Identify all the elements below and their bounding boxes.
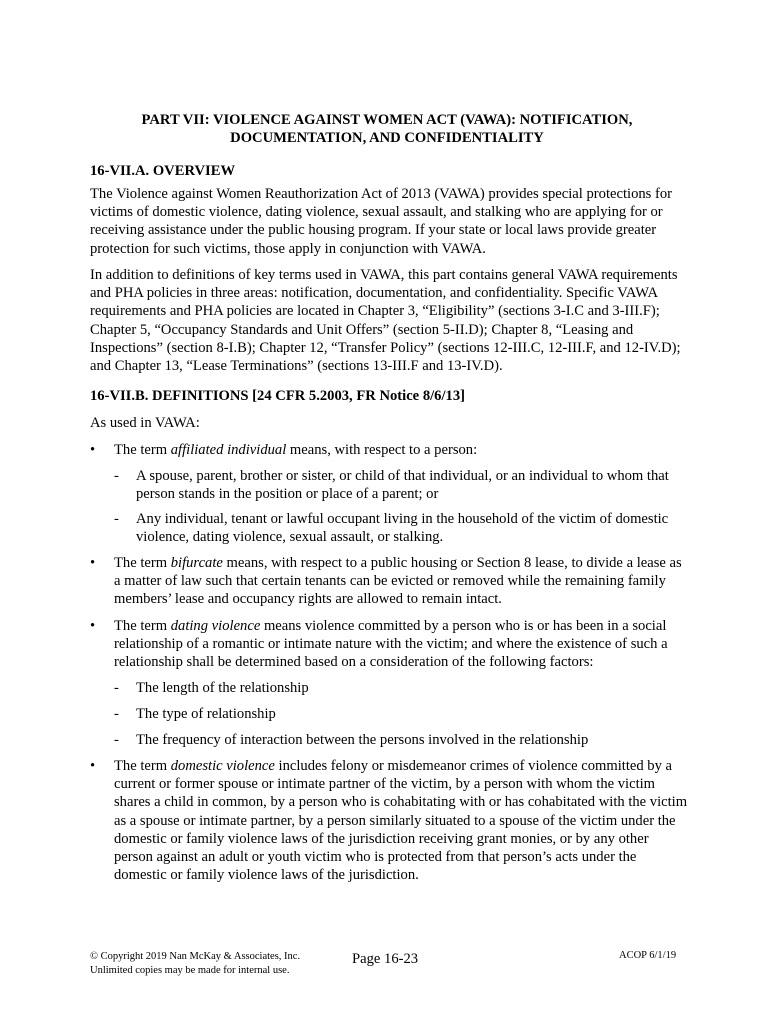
defined-term: domestic violence [170, 758, 275, 774]
defined-term: bifurcate [170, 555, 223, 571]
copies-text: Unlimited copies may be made for internal use. [90, 965, 290, 976]
definition-text: The term domestic violence includes felony or misdemeanor crimes of violence committed by a current or former spouse or intimate partner of the victim, by a person with whom the victim shares a child in common, by a person who is cohabitating with or has cohabitated with the victim as a spouse or intimate partner, by a person similarly situated to a spouse of the victim under the domestic or family violence laws of the jurisdiction receiving grant monies, or by any other person against an adult or youth victim who is protected from that person’s acts under the domestic or family violence laws of the jurisdiction. [114, 758, 688, 884]
dash-icon: - [114, 732, 119, 748]
definition-text: The term affiliated individual means, with respect to a person: [114, 442, 478, 458]
page-number: Page 16-23 [352, 951, 419, 967]
definitions-heading: 16-VII.B. DEFINITIONS [24 CFR 5.2003, FR Notice 8/6/13] [90, 388, 465, 404]
dash-icon: - [114, 706, 119, 722]
bullet-icon: • [90, 555, 96, 571]
footer-copyright [90, 950, 300, 978]
dash-icon: - [114, 680, 119, 696]
overview-paragraph-1: The Violence against Women Reauthorization Act of 2013 (VAWA) provides special protections for victims of domestic violence, dating violence, sexual assault, and stalking who are applying for or receiving assistance under the public housing program. If your state or local laws provide greater protection for such victims, those apply in conjunction with VAWA. [90, 186, 673, 257]
bullet-icon: • [90, 618, 96, 634]
definition-text: The term dating violence means violence committed by a person who is or has been in a social relationship of a romantic or intimate nature with the victim; and where the existence of such a relationship shall be determined based on a consideration of the following factors: [114, 618, 668, 671]
defined-term: dating violence [170, 618, 261, 634]
copyright-text: © Copyright 2019 Nan McKay & Associates, Inc. [90, 951, 301, 962]
bullet-icon: • [90, 442, 96, 458]
dash-icon: - [114, 468, 119, 484]
overview-paragraph-2: In addition to definitions of key terms used in VAWA, this part contains general VAWA requirements and PHA policies in three areas: notification, documentation, and confidentiality. Specific VAWA requirements and PHA policies are located in Chapter 3, “Eligibility” (sections 3-I.C and 3-III.F); Chapter 5, “Occupancy Standards and Unit Offers” (section 5-II.D); Chapter 8, “Leasing and Inspections” (section 8-I.B); Chapter 12, “Transfer Policy” (sections 12-III.C, 12-III.F, and 12-IV.D); and Chapter 13, “Lease Terminations” (sections 13-III.F and 13-IV.D). [90, 267, 681, 375]
overview-heading: 16-VII.A. OVERVIEW [90, 163, 236, 179]
definition-text: The term bifurcate means, with respect to a public housing or Section 8 lease, to divide a lease as a matter of law such that certain tenants can be evicted or removed while the remaining family members’ lease and occupancy rights are allowed to remain intact. [114, 555, 682, 608]
defined-term: affiliated individual [170, 442, 287, 458]
document-page: PART VII: VIOLENCE AGAINST WOMEN ACT (VAWA): NOTIFICATION, DOCUMENTATION, AND CONFIDENTIALITY 16-VII.A. OVERVIEW The Violence against Women Reauthorization Act of 2013 (VAWA) provides special protections for victims of domestic violence, dating violence, sexual assault, and stalking who are applying for or receiving assistance under the public housing program. If your state or local laws provide greater protection for such victims, those apply in conjunction with VAWA. In addition to definitions of key terms used in VAWA, this part contains general VAWA requirements and PHA policies in three areas: notification, documentation, and confidentiality. Specific VAWA requirements and PHA policies are located in Chapter 3, “Eligibility” (sections 3-I.C and 3-III.F); Chapter 5, “Occupancy Standards and Unit Offers” (section 5-II.D); Chapter 8, “Leasing and Inspections” (section 8-I.B); Chapter 12, “Transfer Policy” (sections 12-III.C, 12-III.F, and 12-IV.D); and Chapter 13, “Lease Terminations” (sections 13-III.F and 13-IV.D). 16-VII.B. DEFINITIONS [24 CFR 5.2003, FR Notice 8/6/13] As used in VAWA: • The term affiliated individual means, with respect to a person: - A spouse, parent, brother or sister, or child of that individual, or an individual to whom that person stands in the position or place of a parent; or - Any individual, tenant or lawful occupant living in the household of the victim of domestic violence, dating violence, sexual assault, or stalking. • The term bifurcate means, with respect to a public housing or Section 8 lease, to divide a lease as a matter of law such that certain tenants can be evicted or removed while the remaining family members’ lease and occupancy rights are allowed to remain intact. • The term dating violence means violence committed by a person who is or has been in a social relationship of a romantic or intimate nature with the victim; and where the existence of such a relationship shall be determined based on a consideration of the following factors: - The length of the relationship - The type of relationship - The frequency of interaction between the persons involved in the relationship • The term domestic violence includes felony or misdemeanor crimes of violence committed by a current or former spouse or intimate partner of the victim, by a person with whom the victim shares a child in common, by a person who is cohabitating with or has cohabitated with the victim as a spouse or intimate partner, by a person similarly situated to a spouse of the victim under the domestic or family violence laws of the jurisdiction receiving grant monies, or by any other person against an adult or youth victim who is protected from that person’s acts under the domestic or family violence laws of the jurisdiction. © Copyright 2019 Nan McKay & Associates, Inc. Unlimited copies may be made for internal use. Page 16-23 ACOP 6/1/19 [0, 0, 770, 1024]
part-title-line1: PART VII: VIOLENCE AGAINST WOMEN ACT (VAWA): NOTIFICATION, [141, 112, 633, 128]
part-title-line2: DOCUMENTATION, AND CONFIDENTIALITY [230, 130, 544, 146]
dash-icon: - [114, 511, 119, 527]
bullet-icon: • [90, 758, 96, 774]
part-title [90, 111, 684, 147]
definitions-intro: As used in VAWA: [90, 415, 200, 431]
acop-date: ACOP 6/1/19 [619, 950, 677, 961]
